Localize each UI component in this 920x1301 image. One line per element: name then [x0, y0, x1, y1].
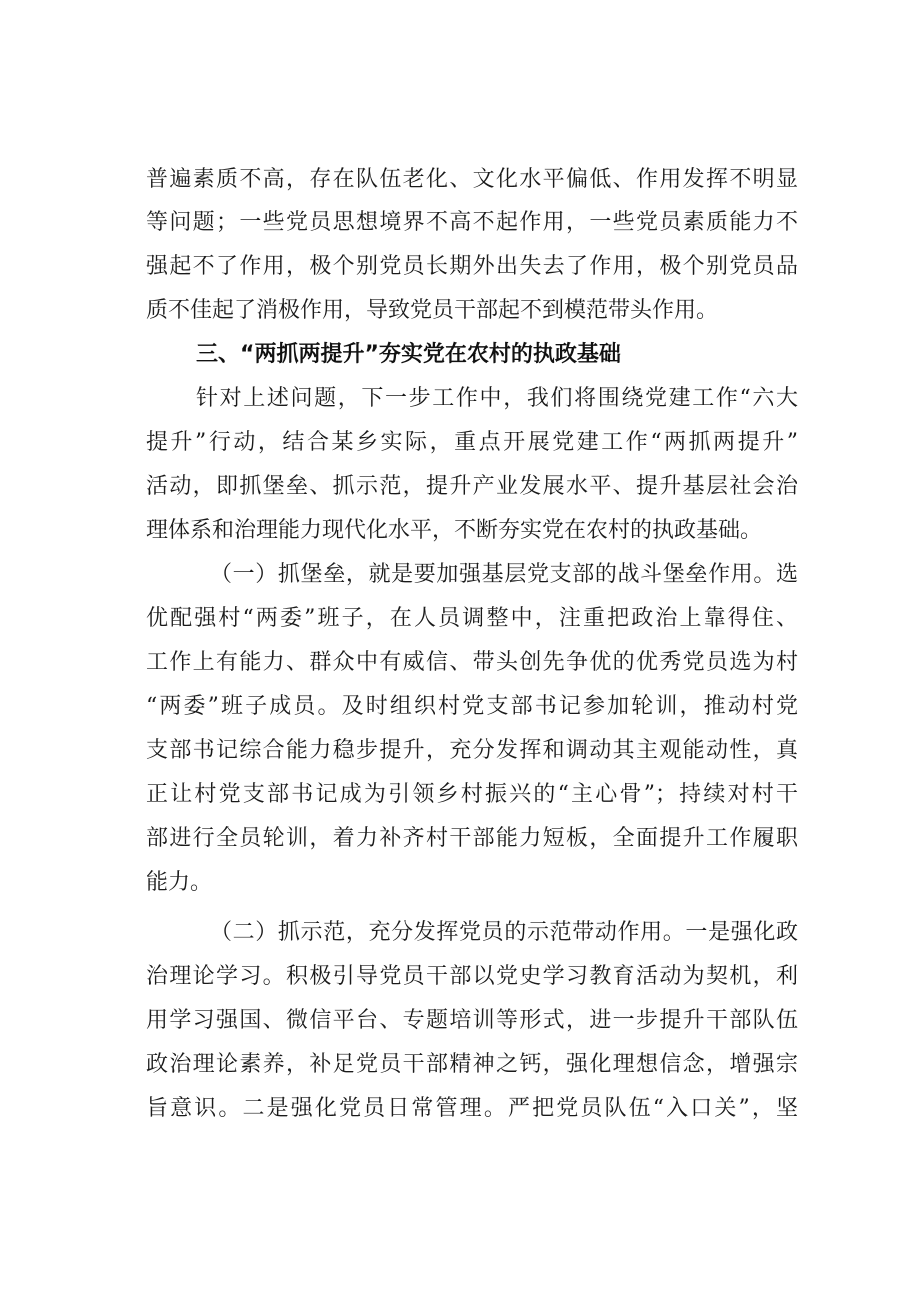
text-line: 正让村党支部书记成为引领乡村振兴的“主心骨”；持续对村干: [146, 782, 798, 807]
text-line: 治理论学习。积极引导党员干部以党史学习教育活动为契机，利: [146, 964, 798, 989]
text-line: 政治理论素养，补足党员干部精神之钙，强化理想信念，增强宗: [146, 1052, 798, 1077]
text-line: 工作上有能力、群众中有威信、带头创先争优的优秀党员选为村: [146, 650, 798, 675]
text-line: 旨意识。二是强化党员日常管理。严把党员队伍“入口关”，坚: [146, 1096, 798, 1121]
text-line: 强起不了作用，极个别党员长期外出失去了作用，极个别党员品: [146, 254, 798, 279]
text-line: 针对上述问题，下一步工作中，我们将围绕党建工作“六大: [196, 386, 798, 411]
text-line: 普遍素质不高，存在队伍老化、文化水平偏低、作用发挥不明显: [146, 167, 798, 192]
text-line: 理体系和治理能力现代化水平，不断夯实党在农村的执政基础。: [146, 518, 763, 543]
text-line: 优配强村“两委”班子，在人员调整中，注重把政治上靠得住、: [146, 606, 798, 631]
section-heading: 三、“两抓两提升”夯实党在农村的执政基础: [196, 342, 621, 367]
text-line: 部进行全员轮训，着力补齐村干部能力短板，全面提升工作履职: [146, 826, 798, 851]
text-line: “两委”班子成员。及时组织村党支部书记参加轮训，推动村党: [146, 694, 798, 719]
text-line: 提升”行动，结合某乡实际，重点开展党建工作“两抓两提升”: [146, 430, 798, 455]
text-line: 活动，即抓堡垒、抓示范，提升产业发展水平、提升基层社会治: [146, 474, 798, 499]
text-line: 用学习强国、微信平台、专题培训等形式，进一步提升干部队伍: [146, 1008, 798, 1033]
text-line: （二）抓示范，充分发挥党员的示范带动作用。一是强化政: [210, 920, 798, 945]
text-line: 能力。: [146, 870, 213, 895]
text-line: 质不佳起了消极作用，导致党员干部起不到模范带头作用。: [146, 298, 719, 323]
text-line: 支部书记综合能力稳步提升，充分发挥和调动其主观能动性，真: [146, 738, 798, 763]
text-line: （一）抓堡垒，就是要加强基层党支部的战斗堡垒作用。选: [210, 562, 798, 587]
text-line: 等问题；一些党员思想境界不高不起作用，一些党员素质能力不: [146, 210, 798, 235]
